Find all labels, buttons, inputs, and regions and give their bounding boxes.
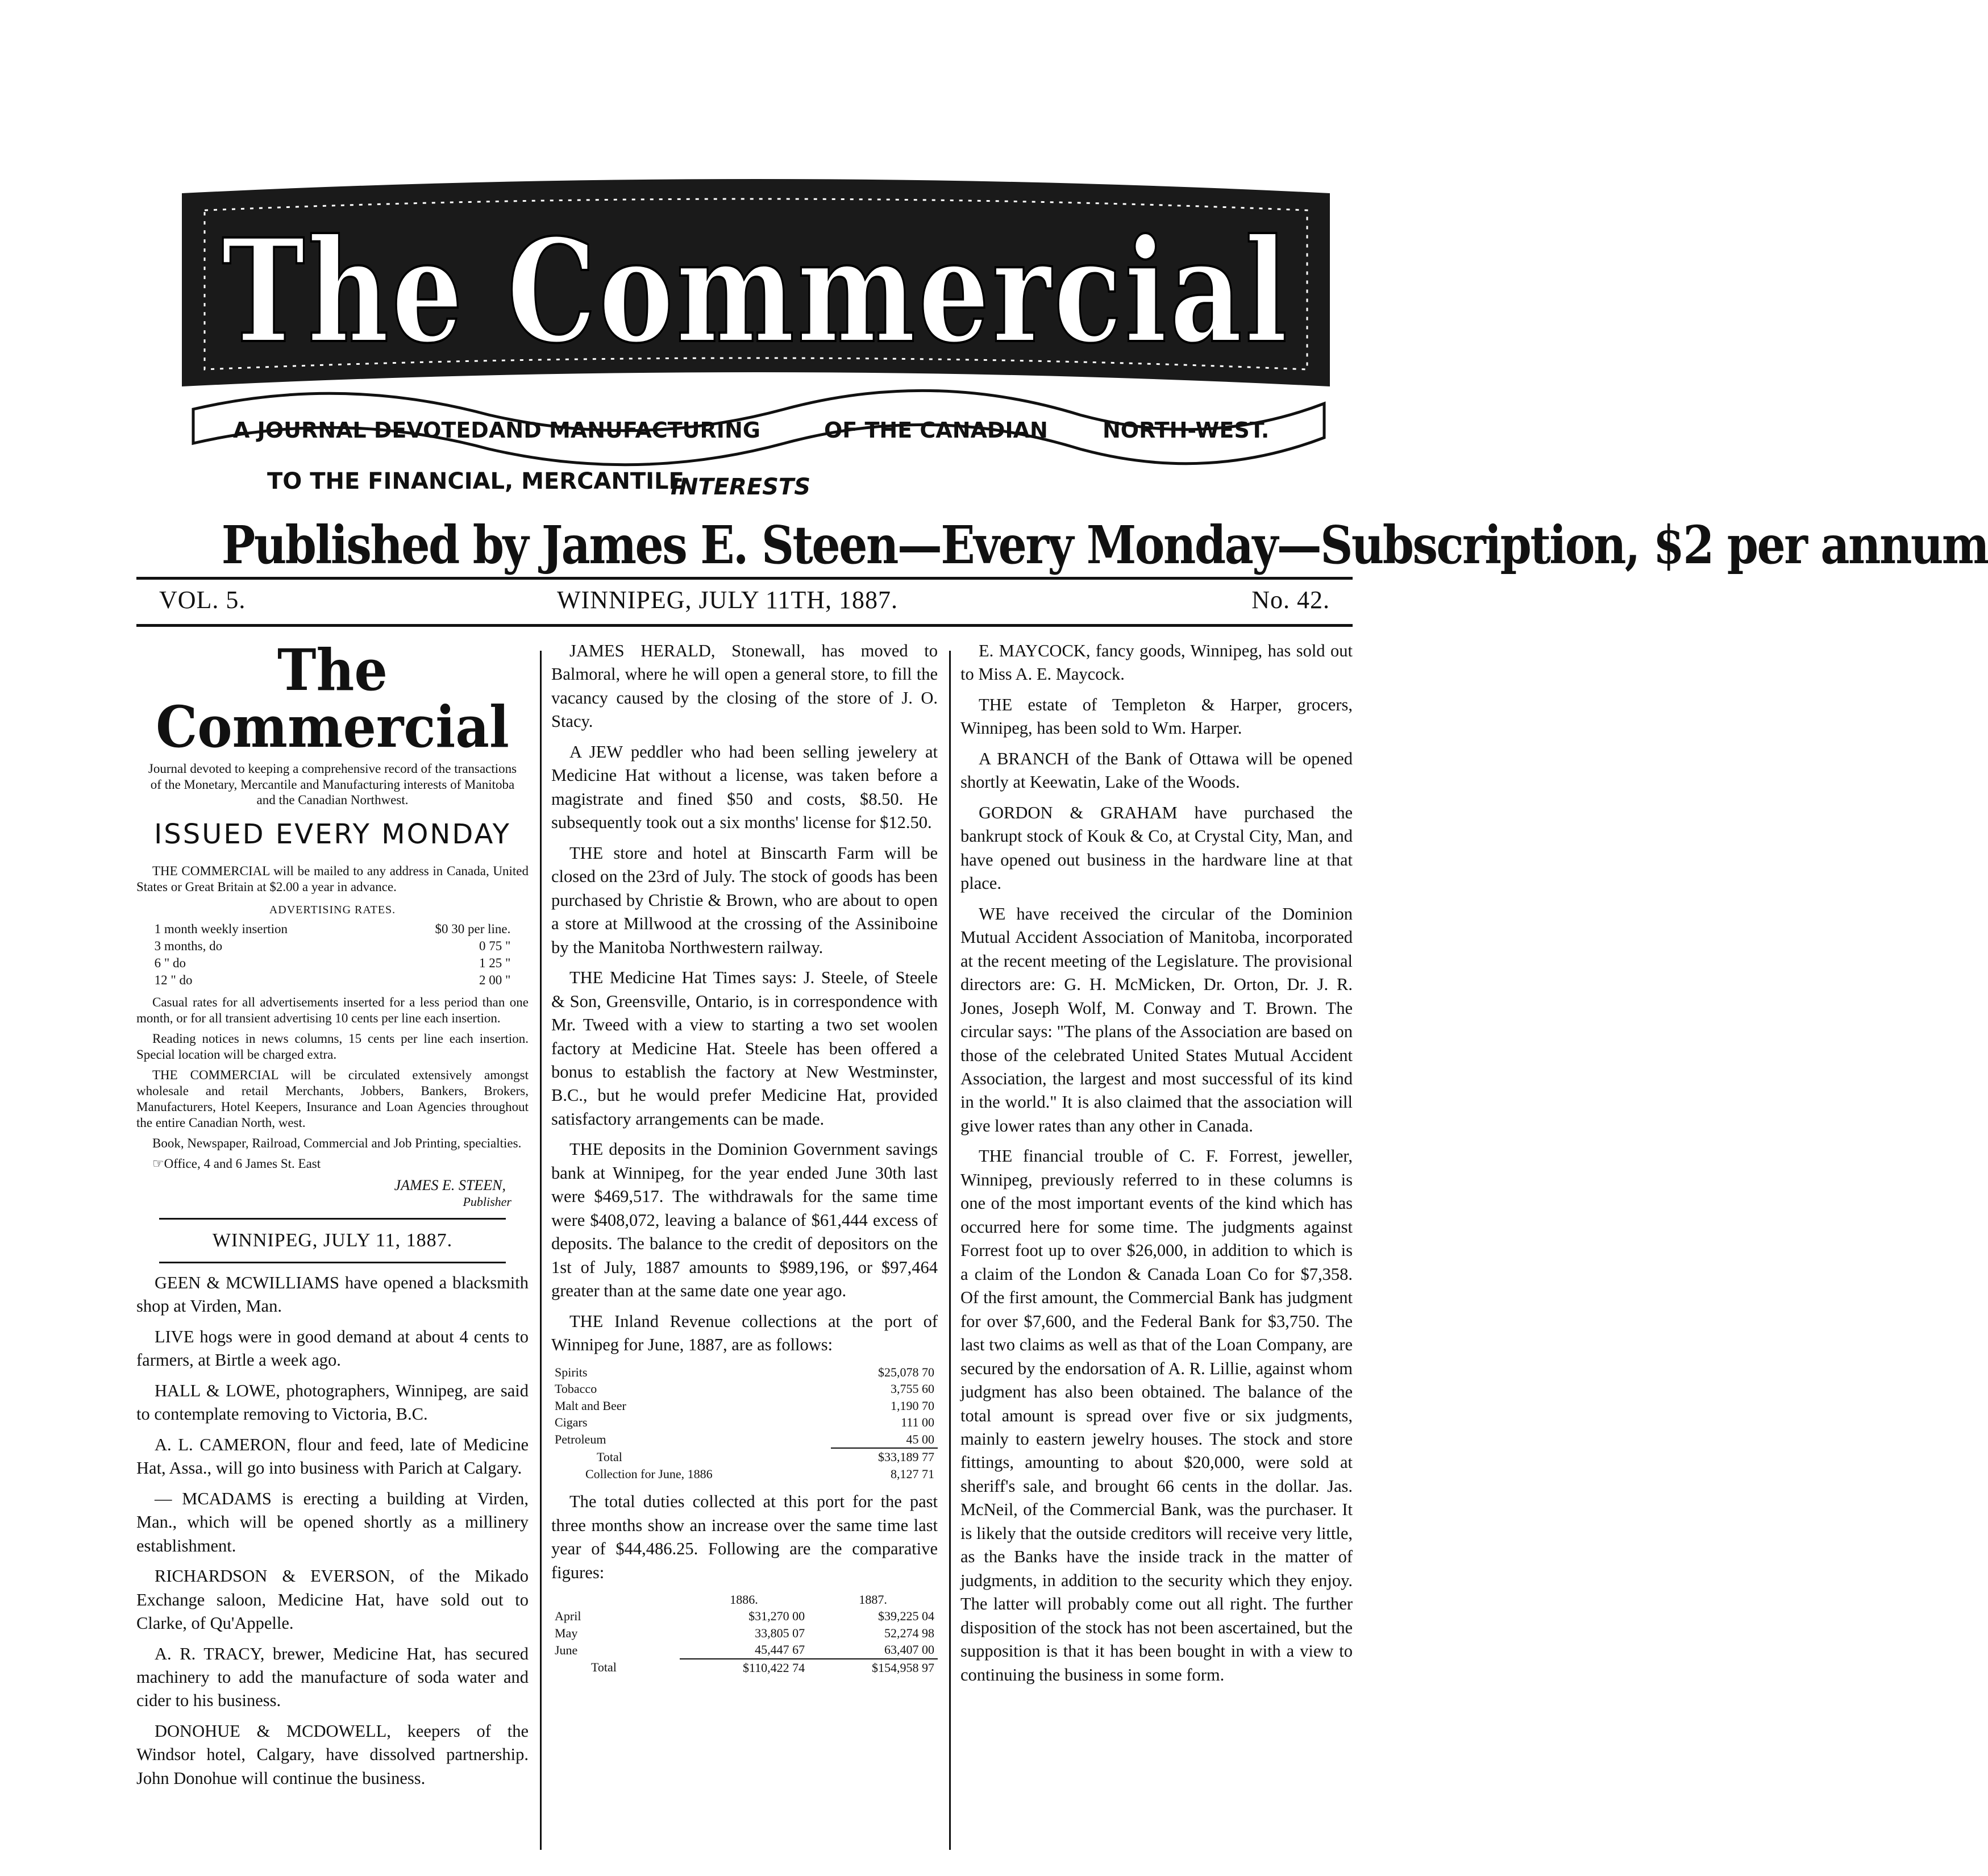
revenue-amount: 3,755 60: [891, 1382, 934, 1396]
rate-term: 6 " do: [154, 955, 186, 970]
news-item: RICHARDSON & EVERSON, of the Mikado Exchange saloon, Medicine Hat, have sold out to Clarke, of Qu'Appelle.: [136, 1566, 529, 1633]
news-item: A BRANCH of the Bank of Ottawa will be opened shortly at Keewatin, Lake of the Woods.: [960, 748, 1353, 792]
duty-total-1887: $154,958 97: [808, 1659, 938, 1677]
year-header: 1886.: [730, 1592, 758, 1607]
news-item: THE estate of Templeton & Harper, grocers, Winnipeg, has been sold to Wm. Harper.: [960, 694, 1353, 738]
duty-total-label: Total: [591, 1660, 617, 1675]
issue-number: No. 42.: [1251, 586, 1330, 614]
table-row: [551, 1466, 938, 1483]
rate-price: 1 25 ": [479, 955, 511, 970]
revenue-item: Spirits: [555, 1365, 588, 1379]
news-item: THE Medicine Hat Times says: J. Steele, of Steele & Son, Greensville, Ontario, is in correspondence with Mr. Tweed with a view to starting a two set woolen factory at Medicine Hat. Steele has been offered a bonus to establish the factory at New Westminster, B.C., but he would prefer Medicine Hat, provided satisfactory arrangements can be made.: [551, 968, 938, 1129]
printing-note: Book, Newspaper, Railroad, Commercial and Job Printing, specialties.: [152, 1136, 522, 1151]
news-item: JAMES HERALD, Stonewall, has moved to Balmoral, where he will open a general store, to fill the vacancy caused by the closing of the store of J. O. Stacy.: [551, 641, 938, 731]
table-row: [551, 1641, 938, 1659]
revenue-1886-amount: 8,127 71: [891, 1466, 934, 1481]
revenue-total-label: Total: [597, 1449, 622, 1464]
top-rule: [136, 577, 1353, 580]
news-item: A JEW peddler who had been selling jewelery at Medicine Hat without a license, was taken before a magistrate and fined $50 and costs, $8.50. He subsequently took out a six months' license for $12.50.: [551, 742, 938, 833]
table-row: [551, 1414, 938, 1431]
news-item: A. R. TRACY, brewer, Medicine Hat, has secured machinery to add the manufacture of soda water and cider to his business.: [136, 1644, 529, 1711]
masthead-title: The Commercial: [222, 207, 1290, 375]
ribbon-text-1: A JOURNAL DEVOTED: [233, 418, 489, 443]
duty-total-1886: $110,422 74: [680, 1659, 808, 1677]
column-3: [960, 639, 1353, 1861]
duties-table: [551, 1591, 938, 1677]
table-row: [551, 1659, 938, 1677]
column-separator: [540, 651, 542, 1850]
revenue-item: Cigars: [555, 1415, 588, 1430]
ribbon-text-6: NORTH-WEST.: [1103, 418, 1270, 443]
news-item: THE store and hotel at Binscarth Farm will be closed on the 23rd of July. The stock of goods has been purchased by Christie & Brown, who are about to open a store at Millwood at the crossing of the Assiniboine by the Manitoba Northwestern railway.: [551, 843, 938, 957]
revenue-amount: $25,078 70: [878, 1365, 934, 1379]
revenue-item: Malt and Beer: [555, 1398, 626, 1413]
columns: [136, 639, 1353, 1861]
office-address: ☞Office, 4 and 6 James St. East: [152, 1157, 321, 1171]
news-item: HALL & LOWE, photographers, Winnipeg, are said to contemplate removing to Victoria, B.C.: [136, 1380, 529, 1424]
duty-1886: $31,270 00: [748, 1609, 805, 1624]
revenue-amount: 45 00: [906, 1432, 934, 1446]
column-date-head: WINNIPEG, JULY 11, 1887.: [212, 1229, 453, 1251]
news-item: GORDON & GRAHAM have purchased the bankrupt stock of Kouk & Co, at Crystal City, Man, and have opened out business in the hardware line at that place.: [960, 802, 1353, 893]
volume: VOL. 5.: [159, 586, 246, 614]
subscription-info: [136, 863, 529, 1210]
table-row: [152, 955, 513, 972]
news-item: E. MAYCOCK, fancy goods, Winnipeg, has sold out to Miss A. E. Maycock.: [960, 641, 1353, 684]
revenue-amount: 111 00: [901, 1415, 934, 1430]
news-item: A. L. CAMERON, flour and feed, late of Medicine Hat, Assa., will go into business with Parich at Calgary.: [136, 1434, 529, 1478]
casual-rates: Casual rates for all advertisements inserted for a less period than one month, or for all transient advertising 10 cents per line each insertion.: [136, 995, 529, 1025]
revenue-item: Petroleum: [555, 1432, 606, 1447]
news-item: WE have received the circular of the Dominion Mutual Accident Association of Manitoba, incorporated at the recent meeting of the Legislature. The provisional directors are: G. H. McMicken, Dr. Orton, Dr. J. R. Jones, Joseph Wolf, M. Conway and T. Brown. The circular says: "The plans of the Association are based on those of the celebrated United States Mutual Accident Association, the largest and most successful of its kind in the world." It is also claimed that the association will give lower rates than any other in Canada.: [960, 904, 1353, 1135]
circulation-note: THE COMMERCIAL will be circulated extensively amongst wholesale and retail Merchants, Jobbers, Bankers, Brokers, Manufacturers, Hotel Keepers, Insurance and Loan Agencies throughout the entire Canadian North, west.: [136, 1067, 529, 1130]
year-header: 1887.: [859, 1592, 887, 1607]
revenue-item: Tobacco: [555, 1382, 597, 1396]
news-item: THE Inland Revenue collections at the port of Winnipeg for June, 1887, are as follows:: [551, 1311, 938, 1355]
divider: [159, 1218, 506, 1220]
publisher-name: JAMES E. STEEN,: [394, 1177, 506, 1194]
ribbon-text-2: TO THE FINANCIAL, MERCANTILE: [267, 468, 684, 494]
reading-notices: Reading notices in news columns, 15 cents per line each insertion. Special location will be charged extra.: [136, 1031, 529, 1062]
subscription-text: THE COMMERCIAL will be mailed to any address in Canada, United States or Great Britain at $2.00 a year in advance.: [136, 864, 529, 895]
news-item: GEEN & MCWILLIAMS have opened a blacksmith shop at Virden, Man.: [136, 1272, 529, 1316]
duty-1886: 33,805 07: [755, 1625, 805, 1640]
news-item: LIVE hogs were in good demand at about 4 cents to farmers, at Birtle a week ago.: [136, 1326, 529, 1370]
rate-price: $0 30 per line.: [435, 921, 511, 936]
table-row: [551, 1608, 938, 1625]
rate-term: 12 " do: [154, 972, 193, 987]
table-row: [551, 1591, 938, 1608]
duty-month: May: [555, 1625, 578, 1640]
column-1: [136, 639, 529, 1861]
revenue-amount: 1,190 70: [891, 1398, 934, 1413]
paper-title: The Commercial: [156, 637, 509, 760]
duty-1886: 45,447 67: [755, 1642, 805, 1657]
column-2: [551, 639, 938, 1861]
column-separator: [949, 651, 951, 1850]
duty-1887: 63,407 00: [884, 1642, 934, 1657]
dateline: [159, 585, 1330, 619]
table-row: [152, 921, 513, 938]
tagline: Journal devoted to keeping a comprehensive record of the transactions of the Monetary, Mercantile and Manufacturing interests of Manitoba and the Canadian Northwest.: [148, 762, 517, 808]
ribbon-text-5: OF THE CANADIAN: [824, 418, 1048, 443]
news-item: — MCADAMS is erecting a building at Virden, Man., which will be opened shortly as a millinery establishment.: [136, 1488, 529, 1555]
divider: [159, 1262, 506, 1263]
rates-heading: ADVERTISING RATES.: [269, 904, 396, 917]
masthead: [170, 170, 1341, 511]
duty-month: June: [555, 1642, 578, 1657]
issue-date: WINNIPEG, JULY 11TH, 1887.: [557, 586, 899, 614]
news-item: THE financial trouble of C. F. Forrest, jeweller, Winnipeg, previously referred to in these columns is one of the most important events of the kind which has occurred here for some time. The judgments against Forrest foot up to over $26,000, in addition to which is a claim of the London & Canada Loan Co for $7,358. Of the first amount, the Commercial Bank has judgment for over $7,600, and the Federal Bank for $3,750. The last two claims as well as that of the Loan Company, are secured by the endorsation of A. R. Lillie, against whom judgment has also been obtained. The balance of the total amount is spread over five or six judgments, mainly to eastern jewelry houses. The stock and store fittings, amounting to about $20,000, were sold at sheriff's sale, and brought 66 cents in the dollar. Jas. McNeil, of the Commercial Bank, was the purchaser. It is likely that the outside creditors will receive very little, as the Banks have the inside track in the matter of judgments, in addition to the security which they enjoy. The latter will probably come out all right. The further disposition of the stock has not been ascertained, but the supposition is that it has been bought in with a view to continuing the business in some form.: [960, 1146, 1353, 1684]
duty-1887: $39,225 04: [878, 1609, 934, 1624]
revenue-table: [551, 1364, 938, 1483]
ribbon-text-4: INTERESTS: [671, 474, 810, 500]
rate-price: 2 00 ": [479, 972, 511, 987]
table-row: [551, 1380, 938, 1397]
table-row: [551, 1364, 938, 1381]
publisher-role: Publisher: [463, 1194, 511, 1209]
rate-term: 3 months, do: [154, 938, 223, 953]
publisher-line: Published by James E. Steen—Every Monday—Subscription, $2 per annum: [221, 514, 1988, 576]
ribbon-text-3: AND MANUFACTURING: [489, 418, 760, 443]
duties-text: The total duties collected at this port for the past three months show an increase over the same time last year of $44,486.25. Following are the comparative figures:: [551, 1492, 938, 1582]
masthead-illustration: [170, 170, 1341, 511]
revenue-1886-label: Collection for June, 1886: [585, 1466, 713, 1481]
table-row: [551, 1431, 938, 1449]
rate-term: 1 month weekly insertion: [154, 921, 288, 936]
revenue-total-amount: $33,189 77: [831, 1448, 938, 1466]
duty-month: April: [555, 1609, 581, 1624]
news-item: THE deposits in the Dominion Government savings bank at Winnipeg, for the year ended June 30th last were $469,517. The withdrawals for the same time were $408,072, leaving a balance of $61,444 excess of deposits. The balance to the credit of depositors on the 1st of July, 1887 amounts to $989,196, or $97,464 greater than at the same date one year ago.: [551, 1139, 938, 1301]
table-row: [551, 1397, 938, 1415]
rates-table: [152, 921, 513, 989]
dateline-rule: [136, 624, 1353, 627]
duty-1887: 52,274 98: [884, 1625, 934, 1640]
issued-notice: ISSUED EVERY MONDAY: [154, 818, 511, 850]
news-item: DONOHUE & MCDOWELL, keepers of the Windsor hotel, Calgary, have dissolved partnership. John Donohue will continue the business.: [136, 1721, 529, 1788]
rate-price: 0 75 ": [479, 938, 511, 953]
table-row: [152, 938, 513, 955]
table-row: [152, 972, 513, 989]
table-row: [551, 1625, 938, 1642]
table-row: [551, 1448, 938, 1466]
